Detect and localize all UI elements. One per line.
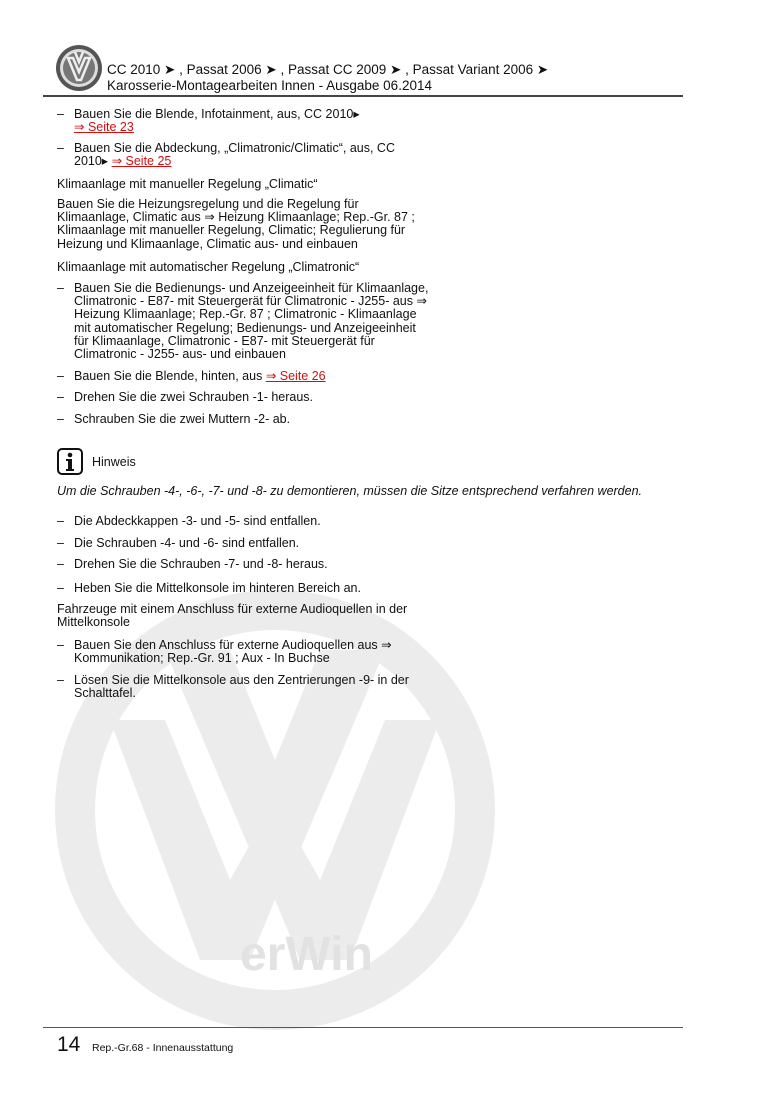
dash: –: [57, 638, 64, 652]
list-item: [57, 391, 432, 404]
hinweis-text: Um die Schrauben -4-, -6-, -7- und -8- zu demontieren, müssen die Sitze entsprechend verfahren werden.: [57, 484, 643, 498]
header-rule: [43, 95, 683, 97]
list-item: [57, 582, 432, 595]
list-item: [57, 537, 432, 550]
list-item: [57, 142, 417, 168]
header-models: CC 2010 ➤ , Passat 2006 ➤ , Passat CC 2009 ➤ , Passat Variant 2006 ➤: [107, 62, 549, 77]
info-icon: [57, 448, 83, 475]
list-item: [57, 413, 432, 426]
dash: –: [57, 514, 64, 528]
list-item: [57, 282, 429, 361]
list-item: [57, 558, 432, 571]
item-text: Die Schrauben -4- und -6- sind entfallen.: [74, 536, 300, 550]
list-item: [57, 108, 432, 134]
list-item: [57, 370, 432, 383]
item-text: Drehen Sie die Schrauben -7- und -8- heraus.: [74, 557, 328, 571]
dash: –: [57, 673, 64, 687]
hinweis-label: Hinweis: [92, 455, 136, 469]
item-text: Die Abdeckkappen -3- und -5- sind entfallen.: [74, 514, 321, 528]
item-text: Heben Sie die Mittelkonsole im hinteren Bereich an.: [74, 581, 361, 595]
item-text: Lösen Sie die Mittelkonsole aus den Zentrierungen -9- in der Schalttafel.: [74, 673, 409, 701]
heading-audio: Fahrzeuge mit einem Anschluss für externe Audioquellen in der Mittelkonsole: [57, 602, 408, 630]
heading-climatic: Klimaanlage mit manueller Regelung „Climatic“: [57, 177, 318, 191]
list-item: [57, 515, 432, 528]
footer-rule: [43, 1027, 683, 1028]
footer-section: Rep.-Gr.68 - Innenausstattung: [92, 1042, 234, 1054]
item-text: Bauen Sie die Abdeckung, „Climatronic/Climatic“, aus, CC 2010▸: [74, 141, 395, 169]
dash: –: [57, 369, 64, 383]
link-seite-26[interactable]: ⇒ Seite 26: [265, 369, 326, 383]
dash: –: [57, 390, 64, 404]
link-seite-23[interactable]: ⇒ Seite 23: [74, 120, 134, 135]
item-text: Bauen Sie die Bedienungs- und Anzeigeeinheit für Klimaanlage, Climatronic - E87- mit Steuergerät für Climatronic - J255- aus ⇒ Heizung Klimaanlage; Rep.-Gr. 87 ; Climatronic - Klimaanlage mit automatischer Regelung; Bedienungs- und Anzeigeeinheit für Klimaanlage, Climatronic - E87- mit Steuergerät für Climatronic - J255- aus- und einbauen: [74, 281, 429, 362]
dash: –: [57, 536, 64, 550]
dash: –: [57, 107, 64, 121]
dash: –: [57, 557, 64, 571]
header-subtitle: Karosserie-Montagearbeiten Innen - Ausgabe 06.2014: [107, 78, 432, 93]
svg-text:erWin: erWin: [240, 928, 373, 981]
dash: –: [57, 581, 64, 595]
item-text: Bauen Sie die Blende, Infotainment, aus, CC 2010▸: [74, 107, 360, 121]
item-text: Drehen Sie die zwei Schrauben -1- heraus.: [74, 390, 314, 404]
heading-climatronic: Klimaanlage mit automatischer Regelung „Climatronic“: [57, 260, 360, 274]
link-seite-25[interactable]: ⇒ Seite 25: [111, 154, 172, 169]
item-text: Bauen Sie die Blende, hinten, aus: [74, 369, 266, 383]
dash: –: [57, 412, 64, 426]
dash: –: [57, 281, 64, 295]
list-item: [57, 674, 427, 700]
item-text: Schrauben Sie die zwei Muttern -2- ab.: [74, 412, 291, 426]
dash: –: [57, 141, 64, 155]
item-text: Bauen Sie den Anschluss für externe Audioquellen aus ⇒ Kommunikation; Rep.-Gr. 91 ; Aux - In Buchse: [74, 638, 392, 666]
page-number: 14: [57, 1033, 81, 1056]
list-item: [57, 639, 417, 665]
paragraph-climatic: Bauen Sie die Heizungsregelung und die Regelung für Klimaanlage, Climatic aus ⇒ Heizung Klimaanlage; Rep.-Gr. 87 ; Klimaanlage mit manueller Regelung, Climatic; Regulierung für Heizung und Klimaanlage, Climatic aus- und einbauen: [57, 197, 415, 251]
vw-logo: [55, 44, 103, 92]
